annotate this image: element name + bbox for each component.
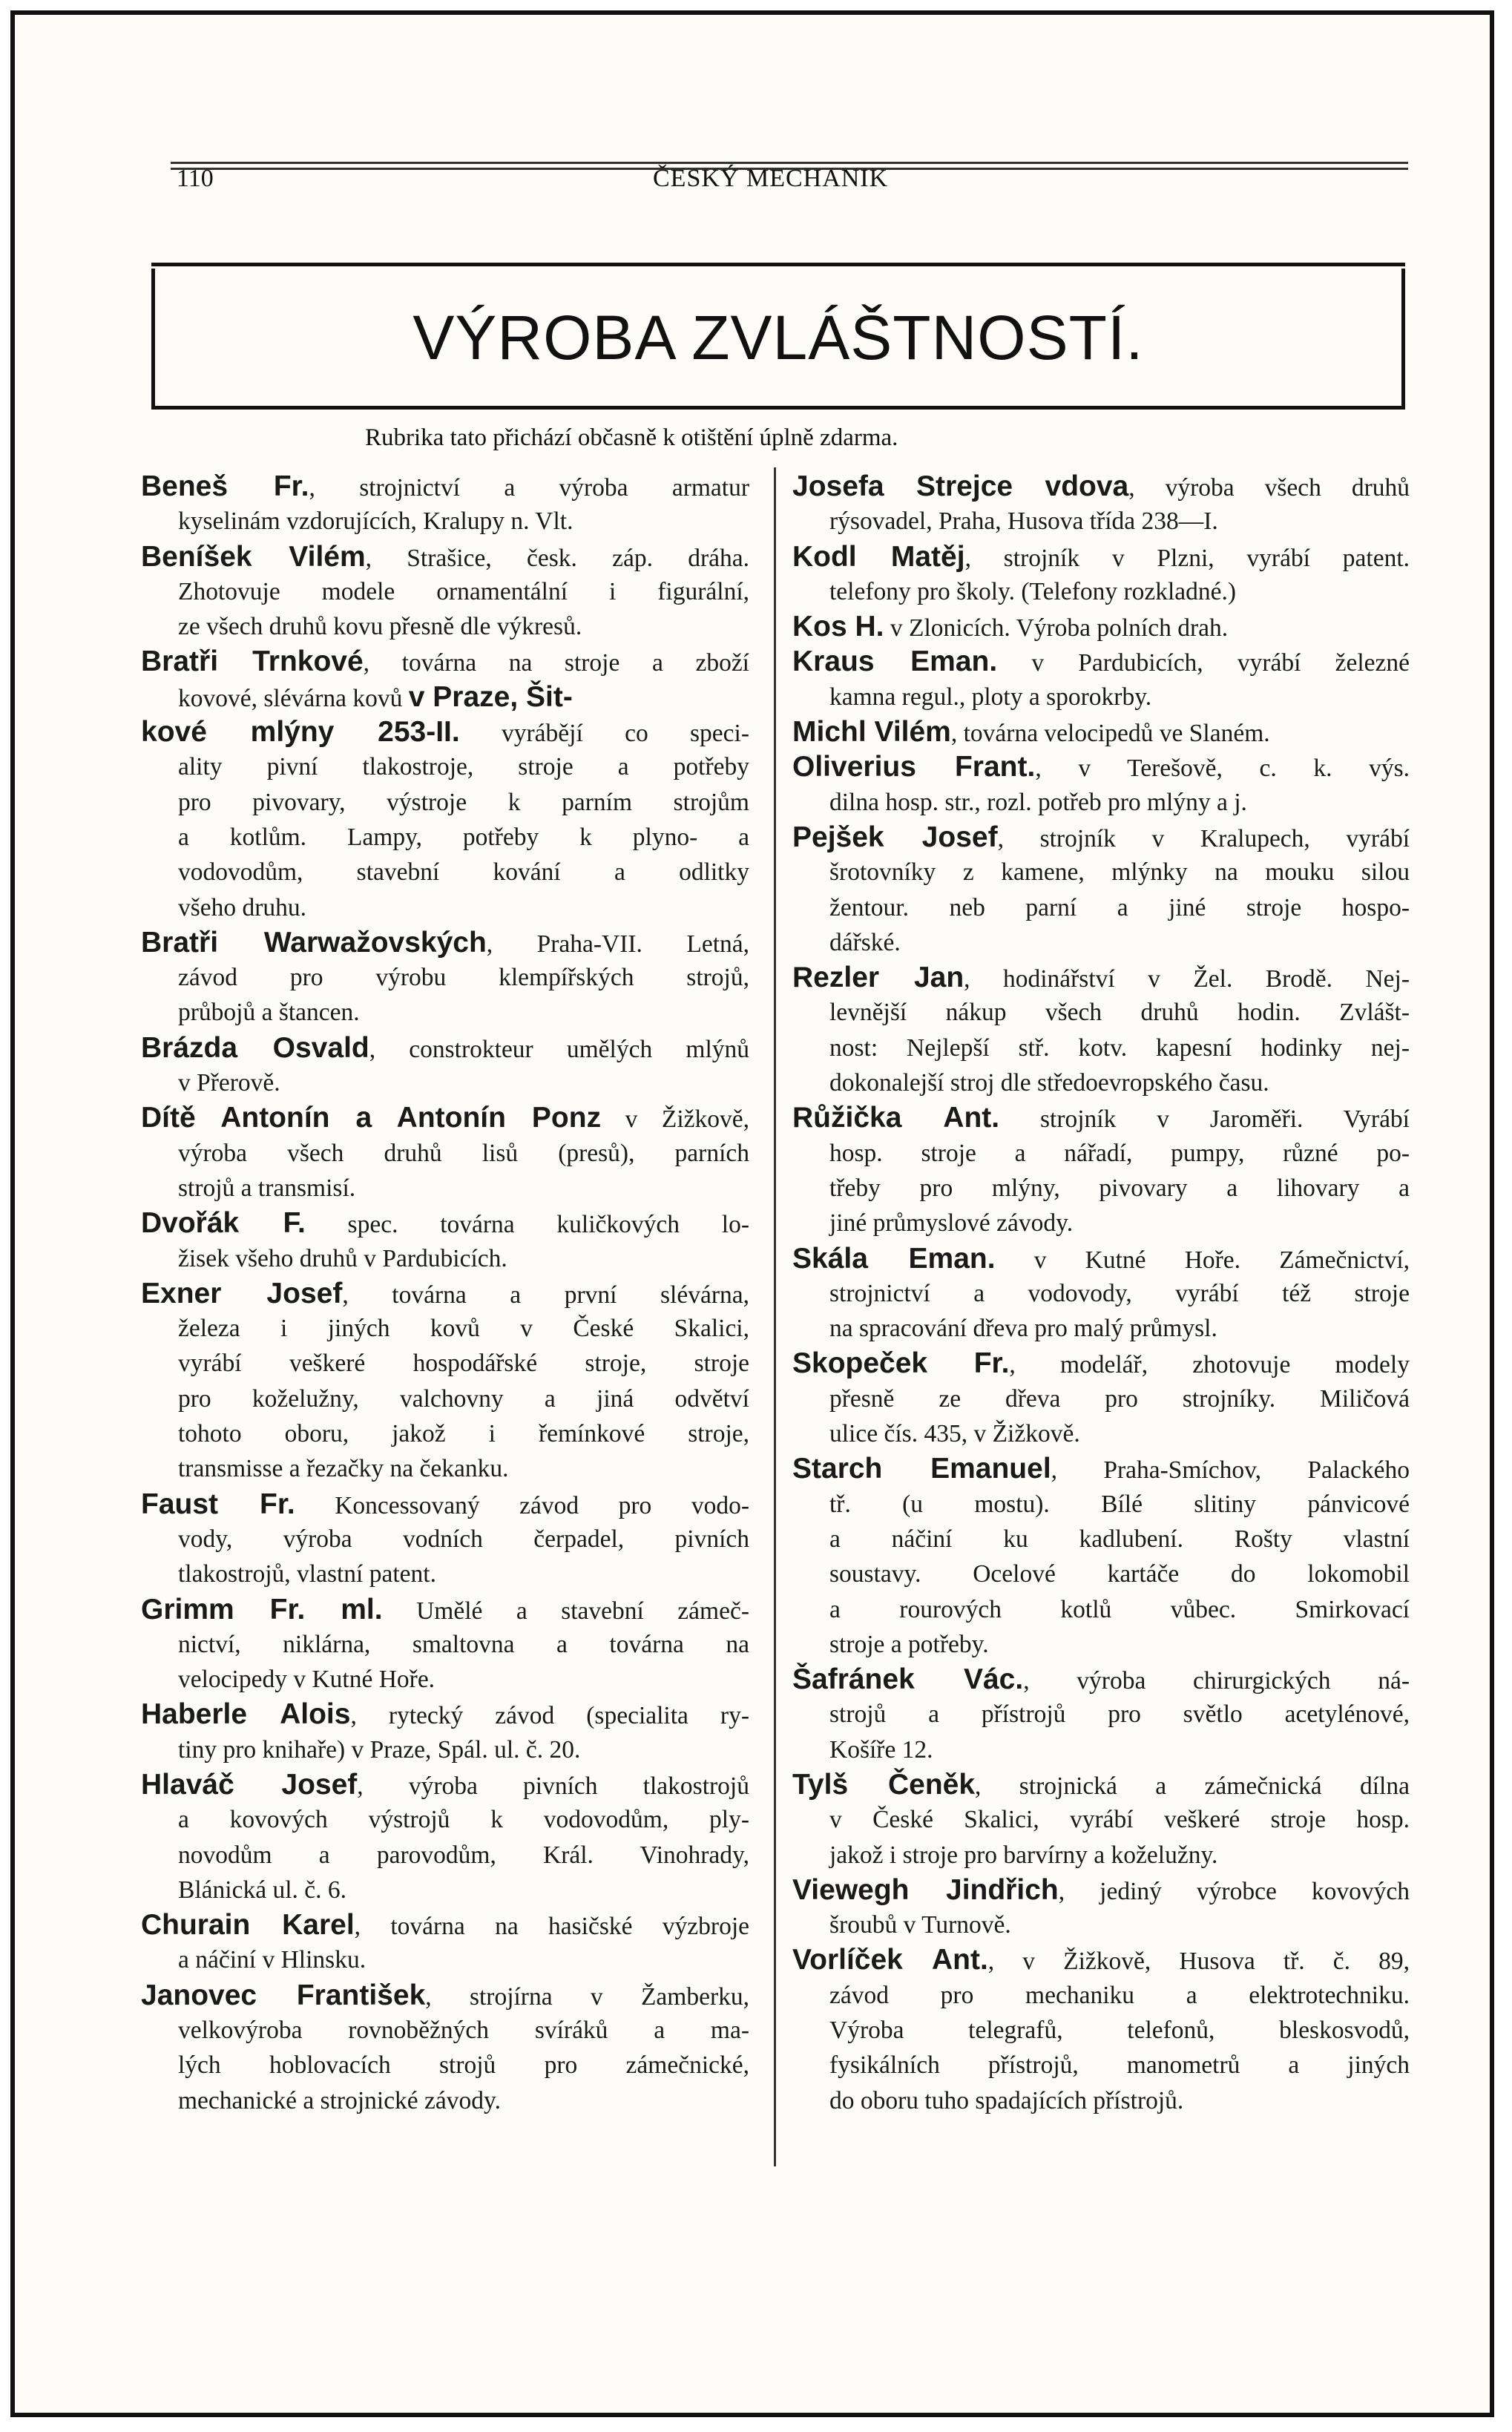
listing-line <box>141 1206 749 1240</box>
listing-line <box>792 1100 1410 1135</box>
listing-line <box>792 925 1410 960</box>
listing-text: lých hoblovacích strojů pro zámečnické, <box>178 2051 749 2080</box>
listing-line <box>792 1206 1410 1240</box>
listing-line <box>141 1873 749 1907</box>
listing-text: jakož i stroje pro barvírny a koželužny. <box>829 1841 1218 1869</box>
firm-name: Bratři Trnkové <box>141 645 364 678</box>
listing-line <box>141 2013 749 2048</box>
listing-text: žentour. neb parní a jiné stroje hospo- <box>829 893 1410 921</box>
listing-line <box>792 1592 1410 1627</box>
listing-line <box>792 960 1410 995</box>
left-column <box>141 469 749 2118</box>
listing-text: , Strašice, česk. záp. dráha. <box>365 544 750 572</box>
listing-line <box>141 749 749 784</box>
listing-text: výroba všech druhů lisů (presů), parních <box>178 1139 749 1167</box>
listing-text: a náčiní ku kadlubení. Rošty vlastní <box>829 1525 1410 1553</box>
listing-text: , továrna na stroje a zboží <box>363 649 749 677</box>
listing-text: strojů a transmisí. <box>178 1174 356 1202</box>
firm-name: Kodl Matěj <box>792 540 965 573</box>
listing-text: kyselinám vzdorujících, Kralupy n. Vlt. <box>178 507 573 536</box>
listing-text: tlakostrojů, vlastní patent. <box>178 1560 436 1588</box>
listing-text: hosp. stroje a nářadí, pumpy, různé po- <box>829 1139 1410 1167</box>
firm-name: Růžička Ant. <box>792 1102 1000 1134</box>
title-box-top-rule <box>151 263 1405 266</box>
firm-name: v Praze, Šit- <box>408 680 573 713</box>
listing-text: strojnictví a vodovody, vyrábí též stroje <box>829 1279 1410 1307</box>
listing-text: levnější nákup všech druhů hodin. Zvlášt- <box>829 999 1410 1027</box>
listing-line <box>141 890 749 925</box>
firm-name: Michl Vilém <box>792 716 951 749</box>
listing-line <box>141 1381 749 1416</box>
listing-text: nost: Nejlepší stř. kotv. kapesní hodinky nej- <box>829 1033 1410 1062</box>
listing-line <box>792 1065 1410 1100</box>
listing-text: Umělé a stavební zámeč- <box>382 1597 749 1625</box>
listing-line <box>141 2048 749 2083</box>
listing-line <box>792 714 1410 749</box>
listing-text: , továrna a první slévárna, <box>342 1281 750 1309</box>
firm-name: Kraus Eman. <box>792 645 998 678</box>
listing-text: velkovýroba rovnoběžných svíráků a ma- <box>178 2017 749 2045</box>
listing-text: závod pro mechaniku a elektrotechniku. <box>829 1981 1410 2009</box>
listing-line <box>792 2083 1410 2118</box>
listing-line <box>141 1732 749 1767</box>
listing-text: ality pivní tlakostroje, stroje a potřeby <box>178 753 749 781</box>
listing-text: , strojírna v Žamberku, <box>425 1982 749 2011</box>
listing-text: v Pardubicích, vyrábí železné <box>997 649 1410 677</box>
listing-line <box>792 1381 1410 1416</box>
listing-text: vodovodům, stavební kování a odlitky <box>178 858 749 887</box>
listing-text: třeby pro mlýny, pivovary a lihovary a <box>829 1174 1410 1202</box>
listing-line <box>792 1627 1410 1662</box>
listing-text: tř. (u mostu). Bílé slitiny pánvicové <box>829 1490 1410 1518</box>
listing-text: soustavy. Ocelové kartáče do lokomobil <box>829 1560 1410 1588</box>
listing-text: , hodinářství v Žel. Brodě. Nej- <box>964 965 1410 993</box>
listing-text: Košíře 12. <box>829 1735 933 1764</box>
listing-line <box>792 1031 1410 1065</box>
listing-text: , strojník v Kralupech, vyrábí <box>997 824 1410 852</box>
listing-line <box>141 1241 749 1276</box>
listing-line <box>792 1311 1410 1346</box>
firm-name: Beneš Fr. <box>141 470 309 502</box>
listing-line <box>141 960 749 995</box>
listing-text: Blánická ul. č. 6. <box>178 1876 346 1904</box>
listing-line <box>792 609 1410 644</box>
listing-text: stroje a potřeby. <box>829 1630 989 1658</box>
listing-line <box>792 1487 1410 1522</box>
listing-line <box>141 1065 749 1100</box>
listing-text: , strojnictví a výroba armatur <box>309 474 750 502</box>
listing-text: a náčiní v Hlinsku. <box>178 1946 367 1974</box>
listing-text: , rytecký závod (specialita ry- <box>350 1702 749 1730</box>
listing-line <box>792 855 1410 890</box>
listing-line <box>141 1311 749 1346</box>
listing-line <box>141 1557 749 1591</box>
listing-text: a kotlům. Lampy, potřeby k plyno- a <box>178 823 749 851</box>
page-title: VÝROBA ZVLÁŠTNOSTÍ. <box>412 303 1144 372</box>
firm-name: kové mlýny 253-II. <box>141 716 460 749</box>
firm-name: Grimm Fr. ml. <box>141 1593 383 1626</box>
firm-name: Vorlíček Ant. <box>792 1944 988 1976</box>
listing-text: železa i jiných kovů v České Skalici, <box>178 1315 749 1343</box>
firm-name: Churain Karel <box>141 1909 355 1942</box>
firm-name: Šafránek Vác. <box>792 1663 1024 1696</box>
listing-line <box>792 1276 1410 1311</box>
listing-text: šrotovníky z kamene, mlýnky na mouku silou <box>829 858 1410 887</box>
listing-line <box>792 1241 1410 1276</box>
listing-text: v Kutné Hoře. Zámečnictví, <box>995 1246 1410 1274</box>
firm-name: Tylš Čeněk <box>792 1768 976 1801</box>
listing-line <box>792 995 1410 1030</box>
listing-line <box>141 1346 749 1381</box>
firm-name: Skopeček Fr. <box>792 1347 1010 1380</box>
firm-name: Kos H. <box>792 611 884 643</box>
listing-line <box>792 1697 1410 1732</box>
firm-name: Haberle Alois <box>141 1698 351 1731</box>
listing-line <box>141 1031 749 1065</box>
listing-line <box>141 1276 749 1311</box>
listing-line <box>792 749 1410 784</box>
column-divider <box>774 467 776 2166</box>
firm-name: Rezler Jan <box>792 962 964 994</box>
listing-line <box>141 1487 749 1522</box>
listing-line <box>792 644 1410 679</box>
listing-line <box>792 1557 1410 1591</box>
firm-name: Hlaváč Josef <box>141 1768 358 1801</box>
listing-text: transmisse a řezačky na čekanku. <box>178 1455 509 1483</box>
listing-text: v Zlonicích. Výroba polních drah. <box>884 614 1229 642</box>
listing-text: , továrna na hasičské výzbroje <box>354 1913 749 1941</box>
listing-line <box>792 1171 1410 1206</box>
listing-text: , výroba všech druhů <box>1128 474 1410 502</box>
listing-text: , výroba pivních tlakostrojů <box>357 1772 749 1800</box>
listing-line <box>141 1522 749 1557</box>
listing-text: do oboru tuho spadajících přístrojů. <box>829 2086 1184 2114</box>
listing-line <box>792 1873 1410 1907</box>
listing-text: kamna regul., ploty a sporokrby. <box>829 683 1152 711</box>
firm-name: Oliverius Frant. <box>792 751 1036 783</box>
listing-line <box>792 1416 1410 1451</box>
listing-line <box>141 539 749 574</box>
listing-line <box>141 820 749 855</box>
listing-text: dilna hosp. str., rozl. potřeb pro mlýny a j. <box>829 788 1247 816</box>
listing-line <box>141 1592 749 1627</box>
listing-line <box>792 1978 1410 2013</box>
listing-text: tiny pro knihaře) v Praze, Spál. ul. č. 20. <box>178 1735 581 1764</box>
listing-text: nictví, niklárna, smaltovna a továrna na <box>178 1630 749 1658</box>
listing-text: novodům a parovodům, Král. Vinohrady, <box>178 1841 749 1869</box>
firm-name: Viewegh Jindřich <box>792 1873 1059 1906</box>
firm-name: Dvořák F. <box>141 1207 306 1240</box>
listing-text: strojů a přístrojů pro světlo acetylénové, <box>829 1700 1410 1729</box>
right-column <box>792 469 1410 2118</box>
listing-line <box>141 1627 749 1662</box>
listing-line <box>792 1942 1410 1977</box>
firm-name: Starch Emanuel <box>792 1453 1051 1485</box>
firm-name: Bratři Warwažovských <box>141 926 487 959</box>
listing-text: , jediný výrobce kovových <box>1058 1877 1410 1905</box>
listing-line <box>792 2013 1410 2048</box>
listing-line <box>141 1838 749 1873</box>
listing-line <box>792 1451 1410 1486</box>
listing-text: rýsovadel, Praha, Husova třída 238—I. <box>829 507 1218 536</box>
listing-line <box>792 1767 1410 1802</box>
listing-text: velocipedy v Kutné Hoře. <box>178 1666 435 1694</box>
listing-text: , modelář, zhotovuje modely <box>1009 1351 1410 1379</box>
listing-line <box>792 820 1410 855</box>
listing-line <box>141 1100 749 1135</box>
listing-text: přesně ze dřeva pro strojníky. Miličová <box>829 1384 1410 1413</box>
listing-line <box>141 1767 749 1802</box>
listing-text: všeho druhu. <box>178 893 307 921</box>
firm-name: Josefa Strejce vdova <box>792 470 1129 502</box>
listing-text: vyrábí veškeré hospodářské stroje, stroje <box>178 1350 749 1378</box>
listing-text: průbojů a štancen. <box>178 999 360 1027</box>
listing-line <box>141 1662 749 1697</box>
listing-line <box>141 504 749 539</box>
listing-text: žisek všeho druhů v Pardubicích. <box>178 1244 507 1272</box>
subtitle: Rubrika tato přichází občasně k otištění úplně zdarma. <box>365 424 898 451</box>
listing-text: , strojník v Plzni, vyrábí patent. <box>964 544 1410 572</box>
listing-line <box>792 1732 1410 1767</box>
listing-text: v České Skalici, vyrábí veškeré stroje hosp. <box>829 1806 1410 1834</box>
listing-text: v Přerově. <box>178 1069 280 1097</box>
listing-line <box>792 1838 1410 1873</box>
listing-text: vyrábějí co speci- <box>459 720 750 748</box>
listing-line <box>792 2048 1410 2083</box>
listing-line <box>141 1802 749 1837</box>
listing-text: pro koželužny, valchovny a jiná odvětví <box>178 1384 749 1413</box>
listing-line <box>141 1907 749 1942</box>
listing-text: Výroba telegrafů, telefonů, bleskosvodů, <box>829 2017 1410 2045</box>
listing-line <box>792 1662 1410 1697</box>
listing-line <box>792 1522 1410 1557</box>
firm-name: Skála Eman. <box>792 1242 996 1275</box>
listing-line <box>792 785 1410 820</box>
firm-name: Beníšek Vilém <box>141 540 366 573</box>
listing-text: , strojnická a zámečnická dílna <box>975 1772 1410 1800</box>
listing-line <box>792 1346 1410 1381</box>
listing-text: dokonalejší stroj dle středoevropského času. <box>829 1069 1269 1097</box>
running-title: ČESKÝ MECHANIK <box>653 165 889 192</box>
listing-line <box>792 1802 1410 1837</box>
listing-line <box>141 574 749 609</box>
page-number: 110 <box>177 165 214 192</box>
listing-line <box>141 714 749 749</box>
listing-line <box>792 504 1410 539</box>
listing-line <box>792 890 1410 925</box>
listing-text: dářské. <box>829 928 901 956</box>
listing-text: , výroba chirurgických ná- <box>1023 1667 1410 1695</box>
listing-text: kovové, slévárna kovů <box>178 684 409 712</box>
firm-name: Janovec František <box>141 1979 426 2011</box>
listing-text: pro pivovary, výstroje k parním strojům <box>178 788 749 816</box>
listing-line <box>792 574 1410 609</box>
listing-text: , v Terešově, c. k. výs. <box>1035 755 1410 783</box>
listing-text: na spracování dřeva pro malý průmysl. <box>829 1315 1217 1343</box>
listing-text: mechanické a strojnické závody. <box>178 2086 501 2114</box>
listing-line <box>141 855 749 890</box>
listing-line <box>792 1136 1410 1171</box>
listing-text: tohoto oboru, jakož i řemínkové stroje, <box>178 1420 749 1448</box>
listing-text: Zhotovuje modele ornamentální i figurální, <box>178 577 749 605</box>
listing-line <box>792 469 1410 504</box>
firm-name: Exner Josef <box>141 1277 343 1309</box>
listing-text: šroubů v Turnově. <box>829 1911 1011 1939</box>
listing-text: Koncessovaný závod pro vodo- <box>295 1491 749 1519</box>
listing-line <box>141 1451 749 1486</box>
listing-line <box>141 680 749 714</box>
listing-line <box>141 469 749 504</box>
listing-line <box>141 1171 749 1206</box>
listing-line <box>141 995 749 1030</box>
title-box <box>151 269 1405 410</box>
listing-line <box>792 539 1410 574</box>
listing-line <box>141 1697 749 1732</box>
listing-text: a kovových výstrojů k vodovodům, ply- <box>178 1806 749 1834</box>
listing-text: spec. továrna kuličkových lo- <box>305 1211 750 1239</box>
listing-line <box>141 925 749 960</box>
listing-text: jiné průmyslové závody. <box>829 1209 1074 1238</box>
listing-text: , Praha-VII. Letná, <box>486 930 750 958</box>
firm-name: Pejšek Josef <box>792 821 998 853</box>
listing-line <box>141 1136 749 1171</box>
listing-text: a rourových kotlů vůbec. Smirkovací <box>829 1595 1410 1623</box>
listing-line <box>141 2083 749 2118</box>
listing-text: závod pro výrobu klempířských strojů, <box>178 964 749 992</box>
listing-line <box>141 1416 749 1451</box>
listing-text: , v Žižkově, Husova tř. č. 89, <box>987 1948 1410 1976</box>
listing-line <box>792 680 1410 714</box>
listing-line <box>141 609 749 644</box>
listing-text: fysikálních přístrojů, manometrů a jiných <box>829 2051 1410 2080</box>
firm-name: Dítě Antonín a Antonín Ponz <box>141 1102 602 1134</box>
listing-text: ze všech druhů kovu přesně dle výkresů. <box>178 613 582 641</box>
listing-line <box>141 1942 749 1977</box>
listing-line <box>792 1907 1410 1942</box>
listing-line <box>141 1978 749 2013</box>
firm-name: Brázda Osvald <box>141 1031 369 1064</box>
listing-text: , Praha-Smíchov, Palackého <box>1051 1456 1410 1485</box>
listing-text: ulice čís. 435, v Žižkově. <box>829 1420 1080 1448</box>
listing-text: telefony pro školy. (Telefony rozkladné.) <box>829 577 1237 605</box>
listing-line <box>141 644 749 679</box>
listing-text: v Žižkově, <box>601 1105 750 1134</box>
firm-name: Faust Fr. <box>141 1488 295 1520</box>
listing-line <box>141 785 749 820</box>
listing-text: vody, výroba vodních čerpadel, pivních <box>178 1525 749 1553</box>
listing-text: , constrokteur umělých mlýnů <box>369 1035 749 1063</box>
listing-text: strojník v Jaroměři. Vyrábí <box>999 1105 1410 1134</box>
listing-text: , továrna velocipedů ve Slaném. <box>950 720 1270 748</box>
